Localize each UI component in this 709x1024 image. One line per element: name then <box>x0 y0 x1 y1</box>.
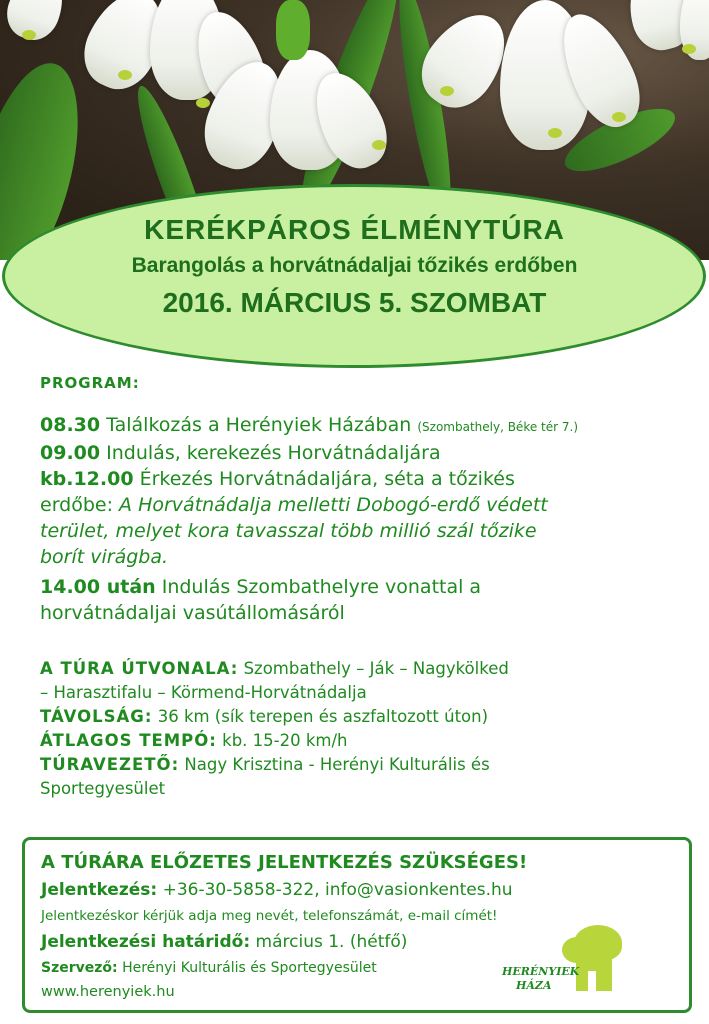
program-item: 14.00 után Indulás Szombathelyre vonattal a <box>40 576 482 598</box>
program-heading: PROGRAM: <box>40 374 140 392</box>
request-line: Jelentkezéskor kérjük adja meg nevét, telefonszámát, e-mail címét! <box>41 908 498 924</box>
tempo-line: ÁTLAGOS TEMPÓ: kb. 15-20 km/h <box>40 731 348 750</box>
guide-line: TÚRAVEZETŐ: Nagy Krisztina - Herényi Kulturális és <box>40 755 490 774</box>
program-item-description: borít virágba. <box>40 546 169 568</box>
program-item: kb.12.00 Érkezés Horvátnádaljára, séta a tőzikés <box>40 468 515 490</box>
guide-line-2: Sportegyesület <box>40 779 166 798</box>
event-title: KERÉKPÁROS ÉLMÉNYTÚRA <box>144 214 565 245</box>
program-item: 09.00 Indulás, kerekezés Horvátnádaljára <box>40 442 441 464</box>
program-item-description: terület, melyet kora tavasszal több millió szál tőzike <box>40 520 537 542</box>
program-item: horvátnádaljai vasútállomásáról <box>40 602 345 624</box>
logo-text-line1: HERÉNYIEK <box>502 965 580 978</box>
organizer-line: Szervező: Herényi Kulturális és Sportegyesület <box>41 960 377 976</box>
route-line: A TÚRA ÚTVONALA: Szombathely – Ják – Nagykölked <box>40 659 509 678</box>
herenyiek-haza-logo <box>502 925 632 997</box>
registration-heading: A TÚRÁRA ELŐZETES JELENTKEZÉS SZÜKSÉGES! <box>41 852 528 873</box>
event-subtitle: Barangolás a horvátnádaljai tőzikés erdőben <box>131 254 578 277</box>
contact-line: Jelentkezés: +36-30-5858-322, info@vasionkentes.hu <box>41 880 513 900</box>
logo-text-line2: HÁZA <box>516 979 552 992</box>
website-link[interactable]: www.herenyiek.hu <box>41 984 175 1000</box>
tour-details <box>40 657 680 801</box>
route-line-2: – Harasztifalu – Körmend-Horvátnádalja <box>40 683 367 702</box>
distance-line: TÁVOLSÁG: 36 km (sík terepen és aszfaltozott úton) <box>40 707 489 726</box>
program-list <box>40 412 680 626</box>
deadline-line: Jelentkezési határidő: március 1. (hétfő) <box>41 932 408 952</box>
event-date: 2016. MÁRCIUS 5. SZOMBAT <box>162 287 547 318</box>
program-item: 08.30 Találkozás a Herényiek Házában (Szombathely, Béke tér 7.) <box>40 414 579 436</box>
program-item-description: erdőbe: A Horvátnádalja melletti Dobogó-erdő védett <box>40 494 548 516</box>
